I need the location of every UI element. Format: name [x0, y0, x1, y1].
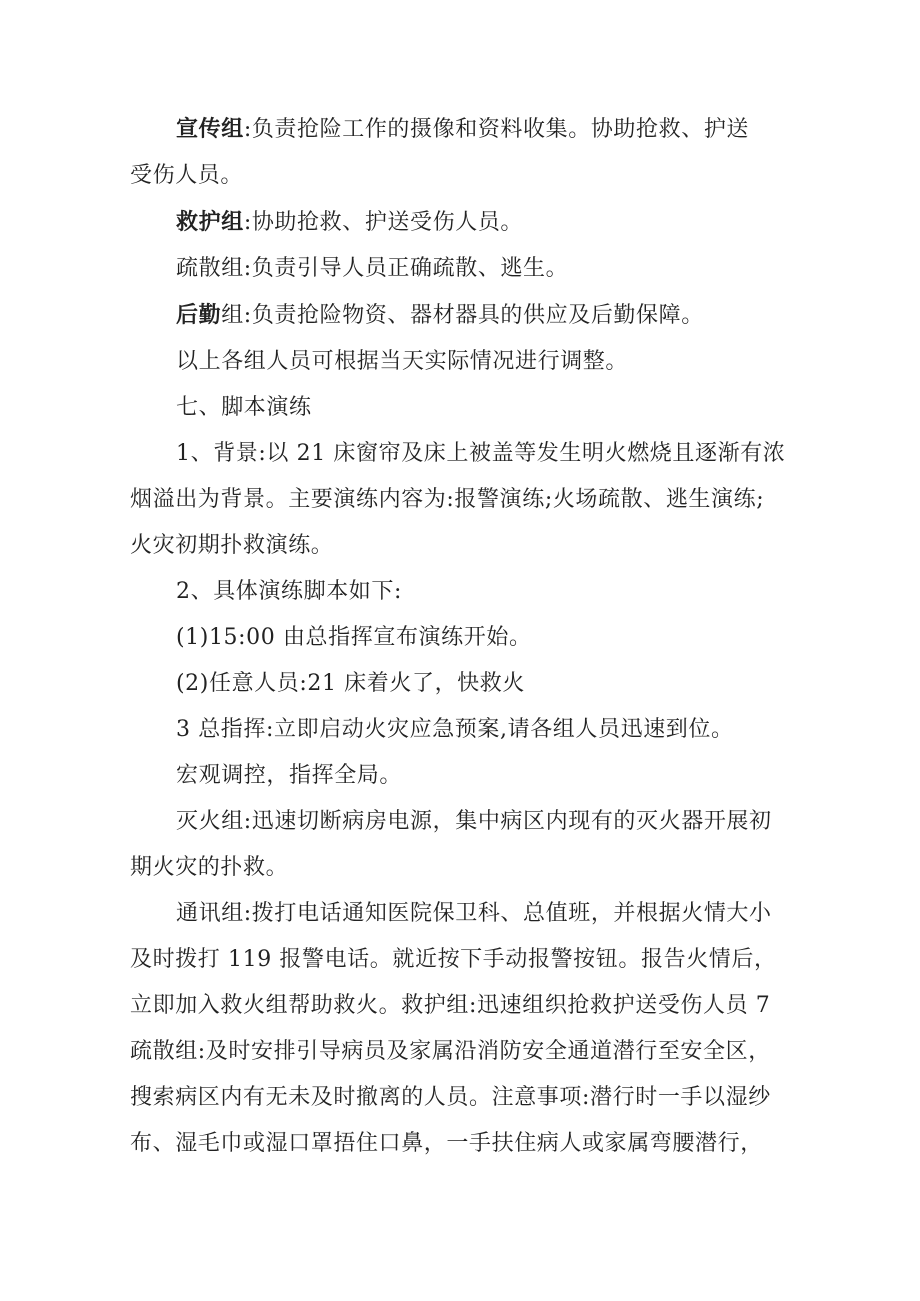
paragraph-step-2 — [130, 661, 810, 707]
text-line: 3 总指挥:立即启动火灾应急预案,请各组人员迅速到位。 — [176, 717, 734, 742]
paragraph-adjustment-note — [130, 339, 810, 385]
text-line: 搜索病区内有无未及时撤离的人员。注意事项:潜行时一手以湿纱 — [130, 1085, 771, 1110]
text-line: 1、背景:以 21 床窗帘及床上被盖等发生明火燃烧且逐渐有浓 — [176, 441, 786, 466]
text-line: 灭火组:迅速切断病房电源，集中病区内现有的灭火器开展初 — [176, 809, 772, 834]
paragraph-macro-control — [130, 753, 810, 799]
text-line: 以上各组人员可根据当天实际情况进行调整。 — [176, 349, 629, 374]
bold-lead-logistics: 后勤 — [176, 302, 222, 328]
text-line: 疏散组:负责引导人员正确疏散、逃生。 — [176, 256, 569, 281]
bold-lead-rescue: 救护组 — [176, 209, 244, 235]
text-line: 受伤人员。 — [130, 163, 244, 188]
section-heading-script-drill — [130, 385, 810, 431]
text-line: 布、湿毛巾或湿口罩捂住口鼻，一手扶住病人或家属弯腰潜行， — [130, 1131, 763, 1156]
text-line: 通讯组:拨打电话通知医院保卫科、总值班，并根据火情大小 — [176, 901, 772, 926]
text-line: 烟溢出为背景。主要演练内容为:报警演练;火场疏散、逃生演练; — [130, 487, 765, 512]
document-body — [130, 106, 810, 1167]
paragraph-evacuation-group — [130, 246, 810, 292]
paragraph-communication-group — [130, 891, 810, 1167]
text-line: 立即加入救火组帮助救火。救护组:迅速组织抢救护送受伤人员 7 — [130, 993, 771, 1018]
paragraph-firefighting-group — [130, 799, 810, 891]
text-line: (1)15:00 由总指挥宣布演练开始。 — [176, 625, 532, 650]
text-line: :协助抢救、护送受伤人员。 — [243, 210, 524, 235]
text-line: 疏散组:及时安排引导病员及家属沿消防安全通道潜行至安全区， — [130, 1039, 771, 1064]
text-line: 及时拨打 119 报警电话。就近按下手动报警按钮。报告火情后， — [130, 947, 777, 972]
paragraph-script-intro — [130, 569, 810, 615]
text-line: 宏观调控，指挥全局。 — [176, 763, 403, 788]
bold-lead-publicity: 宣传组 — [176, 116, 244, 142]
text-line: 七、脚本演练 — [176, 395, 312, 420]
text-line: :负责抢险工作的摄像和资料收集。协助抢救、护送 — [243, 117, 750, 142]
text-line: (2)任意人员:21 床着火了，快救火 — [176, 671, 525, 696]
paragraph-rescue-group — [130, 199, 810, 246]
paragraph-background — [130, 431, 810, 569]
text-line: 火灾初期扑救演练。 — [130, 533, 334, 558]
paragraph-publicity-group — [130, 106, 810, 199]
paragraph-logistics-group — [130, 292, 810, 339]
text-line: 组:负责抢险物资、器材器具的供应及后勤保障。 — [221, 303, 704, 328]
paragraph-step-3 — [130, 707, 810, 753]
paragraph-step-1 — [130, 615, 810, 661]
text-line: 2、具体演练脚本如下: — [176, 579, 403, 604]
text-line: 期火灾的扑救。 — [130, 855, 289, 880]
